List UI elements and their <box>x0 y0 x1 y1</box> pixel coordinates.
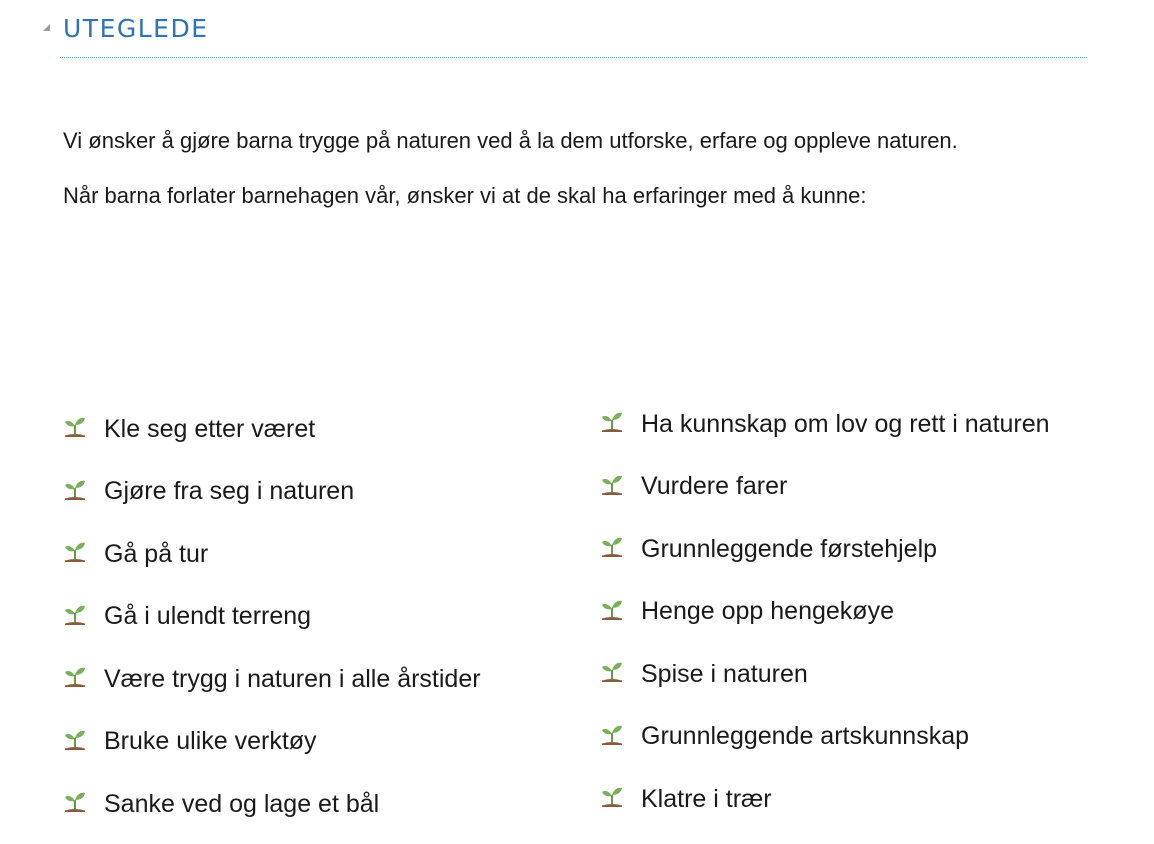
collapse-triangle-icon[interactable] <box>43 24 50 31</box>
sprout-icon <box>600 598 624 622</box>
list-item <box>63 523 481 586</box>
list-item <box>63 586 481 649</box>
sprout-icon <box>63 665 87 689</box>
list-item <box>600 518 1050 581</box>
list-item-label: Grunnleggende førstehjelp <box>641 534 938 563</box>
skills-list-right <box>600 393 1050 831</box>
sprout-icon <box>63 790 87 814</box>
sprout-icon <box>600 723 624 747</box>
intro-lead-paragraph: Når barna forlater barnehagen vår, ønsker vi at de skal ha erfaringer med å kunne: <box>63 183 867 208</box>
list-item-label: Gå på tur <box>104 539 209 568</box>
list-item-label: Gjøre fra seg i naturen <box>104 477 355 506</box>
list-item <box>63 461 481 524</box>
list-item-label: Spise i naturen <box>641 659 808 688</box>
list-item <box>600 581 1050 644</box>
list-item <box>63 398 481 461</box>
list-item-label: Klatre i trær <box>641 784 772 813</box>
section-heading: UTEGLEDE <box>63 14 209 43</box>
sprout-icon <box>600 785 624 809</box>
list-item <box>63 773 481 836</box>
sprout-icon <box>600 473 624 497</box>
list-item <box>600 456 1050 519</box>
list-item-label: Henge opp hengekøye <box>641 597 894 626</box>
list-item-label: Grunnleggende artskunnskap <box>641 722 970 751</box>
list-item <box>63 711 481 774</box>
sprout-icon <box>63 540 87 564</box>
intro-paragraph: Vi ønsker å gjøre barna trygge på naturen ved å la dem utforske, erfare og oppleve naturen. <box>63 128 958 153</box>
sprout-icon <box>600 535 624 559</box>
list-item <box>600 393 1050 456</box>
list-item-label: Være trygg i naturen i alle årstider <box>104 664 481 693</box>
list-item-label: Sanke ved og lage et bål <box>104 789 380 818</box>
sprout-icon <box>600 410 624 434</box>
list-item <box>600 768 1050 831</box>
sprout-icon <box>600 660 624 684</box>
skills-list-left <box>63 398 481 836</box>
sprout-icon <box>63 415 87 439</box>
list-item-label: Ha kunnskap om lov og rett i naturen <box>641 409 1050 438</box>
list-item-label: Bruke ulike verktøy <box>104 727 317 756</box>
sprout-icon <box>63 603 87 627</box>
list-item-label: Kle seg etter været <box>104 414 316 443</box>
sprout-icon <box>63 728 87 752</box>
list-item <box>600 643 1050 706</box>
list-item-label: Vurdere farer <box>641 472 788 501</box>
list-item <box>600 706 1050 769</box>
list-item <box>63 648 481 711</box>
heading-divider <box>60 57 1087 58</box>
list-item-label: Gå i ulendt terreng <box>104 602 312 631</box>
sprout-icon <box>63 478 87 502</box>
